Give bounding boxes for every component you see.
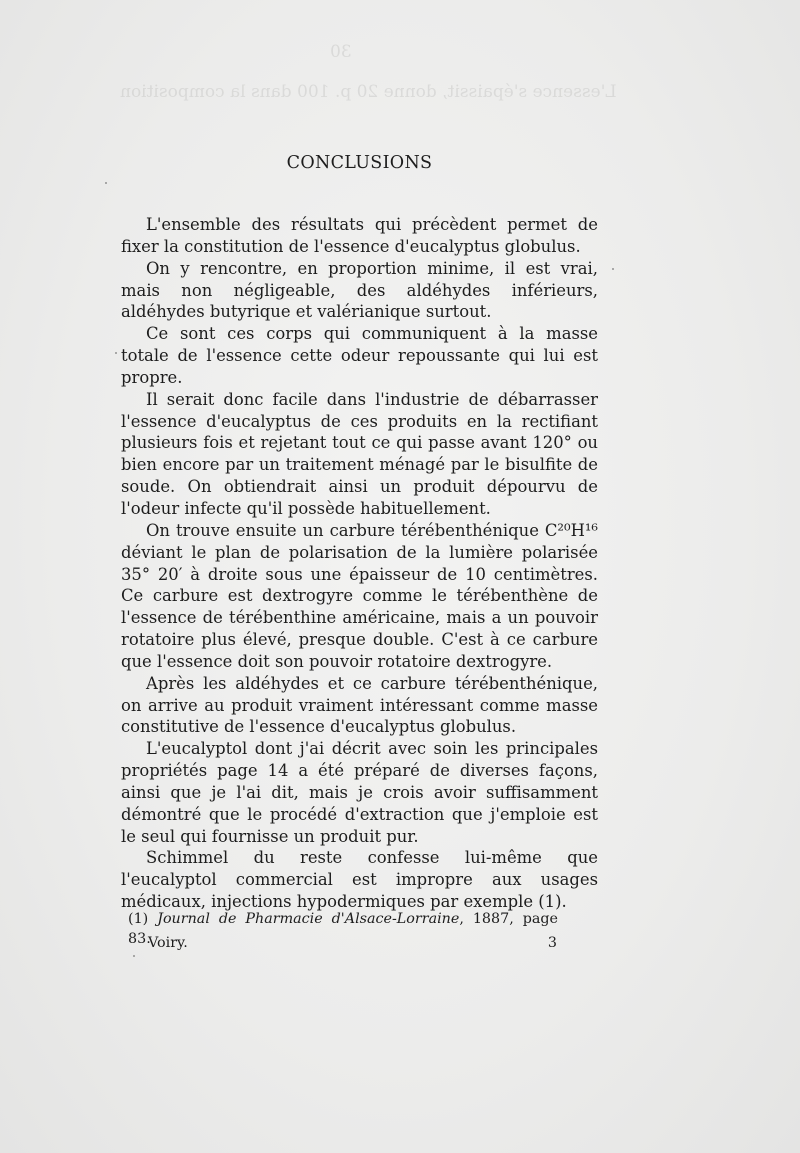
footnote-marker: (1)	[128, 911, 149, 927]
main-text	[121, 153, 598, 913]
paragraph: Schimmel du reste confesse lui-même que l'eucalyptol commercial est impropre aux usages médicaux, injections hypodermiques par exemple (1).	[121, 848, 598, 912]
paper-speck	[105, 182, 107, 184]
page-footer	[148, 933, 557, 953]
paragraph: Ce sont ces corps qui communiquent à la masse totale de l'essence cette odeur repoussante qui lui est propre.	[121, 324, 598, 387]
footnote-source: Journal de Pharmacie d'Alsace-Lorraine	[157, 911, 460, 927]
signature-mark: 3	[547, 935, 557, 951]
paragraph: L'ensemble des résultats qui précèdent permet de fixer la constitution de l'essence d'eucalyptus globulus.	[121, 215, 598, 256]
paragraph: On y rencontre, en proportion minime, il est vrai, mais non négligeable, des aldéhydes inférieurs, aldéhydes butyrique et valérianique surtout.	[121, 258, 598, 322]
paper-speck	[115, 352, 117, 354]
author-name: Voiry.	[148, 935, 188, 951]
paragraph: Il serait donc facile dans l'industrie de débarrasser l'essence d'eucalyptus de ces produits en la rectifiant plusieurs fois et rejetant tout ce qui passe avant 120° ou bien encore par un traitement ménagé par le bisulfite de soude. On obtiendrait ainsi un produit dépourvu de l'odeur infecte qu'il possède habituellement.	[121, 389, 598, 518]
show-through-line: L'essence s'épaissit, donne 20 p. 100 dans la composition	[120, 82, 617, 102]
paper-speck	[612, 268, 614, 270]
paper-speck	[133, 955, 135, 957]
footnote-detail: , 1887, page 83.	[128, 911, 558, 947]
page-title: CONCLUSIONS	[286, 153, 433, 173]
paragraph: L'eucalyptol dont j'ai décrit avec soin les principales propriétés page 14 a été préparé de diverses façons, ainsi que je l'ai dit, mais je crois avoir suffisamment démontré que le procédé d'extraction que j'emploie est le seul qui fournisse un produit pur.	[121, 739, 598, 846]
paragraph: Après les aldéhydes et ce carbure térébenthénique, on arrive au produit vraiment intéressant comme masse constitutive de l'essence d'eucalyptus globulus.	[121, 673, 598, 737]
paragraph: On trouve ensuite un carbure térébenthénique C²⁰H¹⁶ déviant le plan de polarisation de la lumière polarisée 35° 20′ à droite sous une épaisseur de 10 centimètres. Ce carbure est dextrogyre comme le térébenthène de l'essence de térébenthine américaine, mais a un pouvoir rotatoire plus élevé, presque double. C'est à ce carbure que l'essence doit son pouvoir rotatoire dextrogyre.	[121, 520, 598, 671]
show-through-page-number: 30	[330, 42, 352, 62]
